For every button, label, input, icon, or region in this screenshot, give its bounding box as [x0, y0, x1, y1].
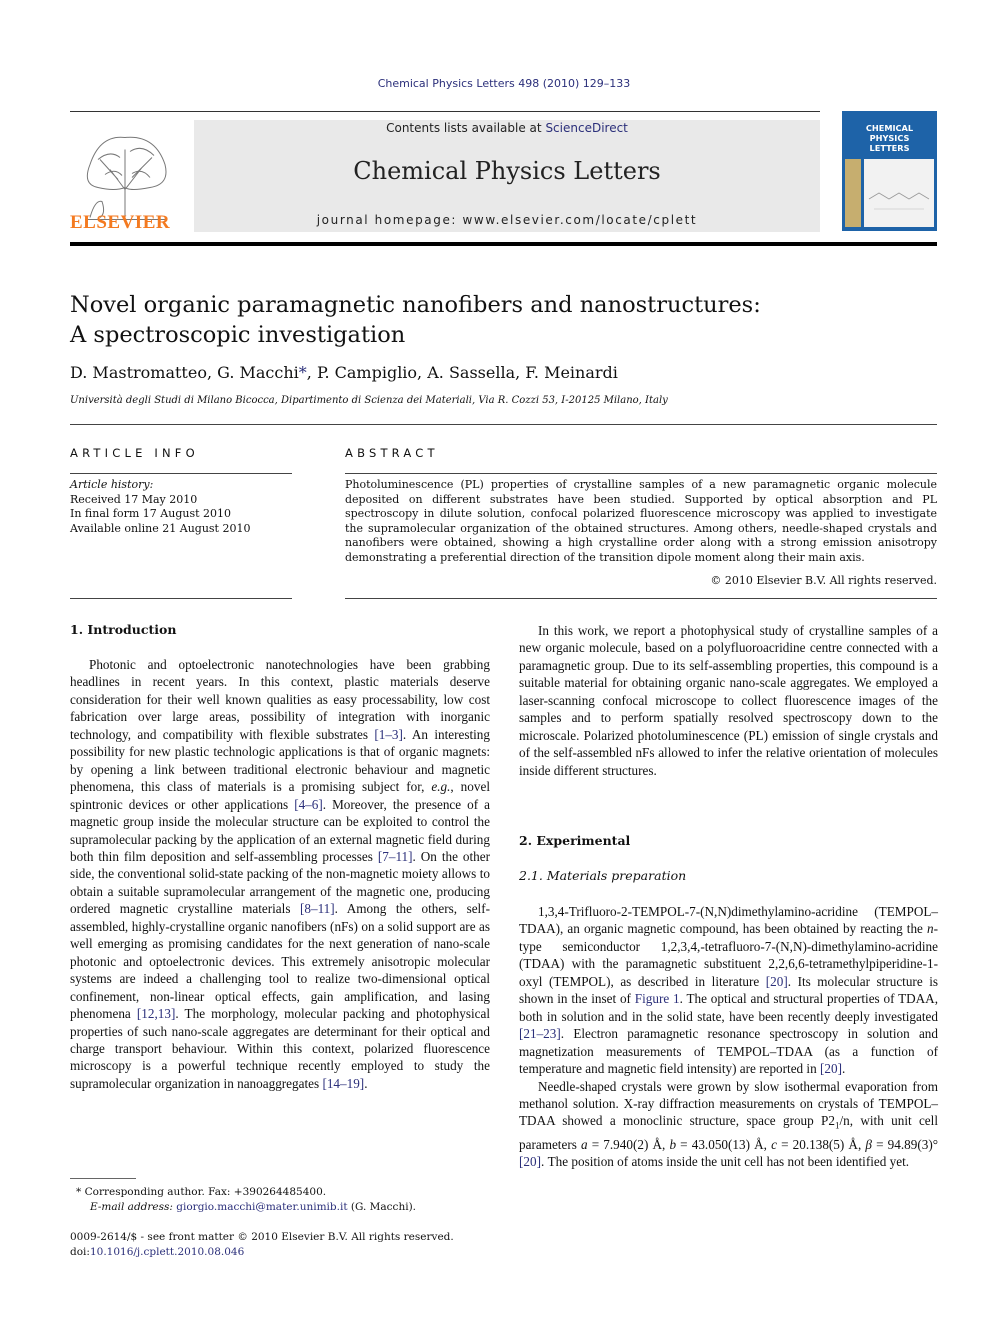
intro-paragraph-1: Photonic and optoelectronic nanotechnologies have been grabbing headlines in recent years. In this context, plastic materials deserve consideration for their well known qualities as easy processability, low cost fabrication over large areas, possibility of integration with inorganic technology, and compatibility with flexible substrates [1–3]. An interesting possibility for new plastic technologic applications is that of organic magnets: by opening a link between traditional electronic behaviour and magnetic phenomena, this class of materials is a promising subject for, e.g., novel spintronic devices or other applications [4–6]. Moreover, the presence of a magnetic group inside the molecular structure can be exploited to control the supramolecular packing by the application of an external magnetic field during both thin film deposition and self-assembling processes [7–11]. On the other side, the conventional solid-state packing of the non-magnetic moiety allows to obtain a suitable supramolecular arrangement of the magnetic one, producing ordered magnetic crystalline materials [8–11]. Among the others, self-assembled, highly-crystalline organic nanofibers (nFs) on a solid support are as well emerging as promising candidates for the next generation of nano-scale photonic and optoelectronic devices. This extremely anisotropic molecular systems are indeed a challenging tool to realize two-dimensional optical confinement, non-linear optical effects, gain amplification, and lasing phenomena [12,13]. The morphology, molecular packing and photophysical properties of such nano-scale aggregates are determinant for their optical and charge transport behaviour. Within this context, polarized fluorescence microscopy is a powerful technique recently employed to study the supramolecular organization in nanoaggregates [14–19]. — [70, 657, 490, 1091]
citation-link[interactable]: [8–11] — [300, 901, 335, 917]
journal-title: Chemical Physics Letters — [353, 157, 661, 185]
divider — [345, 473, 937, 474]
experimental-paragraph-1: 1,3,4-Trifluoro-2-TEMPOL-7-(N,N)dimethylamino-acridine (TEMPOL–TDAA), an organic magnetic compound, has been obtained by reacting the n-type semiconductor 1,2,3,4,-tetrafluoro-7-(N,N)-dimethylamino-acridine (TDAA) with the paramagnetic substituent 2,2,6,6-tetramethylpiperidine-1-oxyl (TEMPOL), as described in literature [20]. Its molecular structure is shown in the inset of Figure 1. The optical and structural properties of TDAA, both in solution and in the solid state, have been recently deeply investigated [21–23]. Electron paramagnetic resonance spectroscopy in solution and magnetization measurements of TEMPOL–TDAA (as a function of temperature and magnetic field intensity) are reported in [20]. Needle-shaped crystals were grown by slow isothermal evaporation from methanol solution. X-ray diffraction measurements on crystals of TEMPOL–TDAA showed a monoclinic structure, space group $P2_1/n$, with unit cell parameters a = 7.940(2) Å, b = 43.050(13) Å, c = 20.138(5) Å, β = 94.89(3)° [20]. The position of atoms inside the unit cell has not been identified yet. — [519, 904, 939, 1169]
citation-link[interactable]: [1–3] — [374, 726, 403, 742]
citation-link[interactable]: [21–23] — [519, 1026, 561, 1042]
abstract-text: Photoluminescence (PL) properties of crystalline samples of a new paramagnetic organic molecule deposited on different substrates have been studied. Supported by optical absorption and PL spectroscopy in dilute solution, confocal polarized fluorescence microscopy was applied to investigate the supramolecular organization of the obtained structures. Among others, needle-shaped crystals and nanofibers were obtained, showing a high crystalline order along with a strong emission anisotropy demonstrating a preferential direction of the transition dipole moment along their main axis. — [345, 478, 937, 564]
intro-paragraph-2: In this work, we report a photophysical study of crystalline samples of a new organic molecule, based on a polyfluoroacridine centre connected with a paramagnetic group. Due to its self-assembling properties, this compound is a suitable material for obtaining organic nano-scale aggregates. We employed a laser-scanning confocal microscope to collect fluorescence images of the samples and to perform spatially resolved spectroscopy down to the microscale. Polarized photoluminescence (PL) emission of single crystals and of the self-assembled nFs allowed to infer the relative orientation of molecules inside different structures. — [519, 623, 938, 778]
divider — [345, 598, 937, 599]
article-history: Article history: Received 17 May 2010 In final form 17 August 2010 Available online 21 August 2010 — [70, 478, 251, 535]
cover-figure — [864, 159, 934, 227]
divider — [70, 473, 292, 474]
section-heading-experimental: 2. Experimental — [519, 833, 631, 848]
citation-link[interactable]: [12,13] — [136, 1006, 176, 1022]
header-rule — [70, 111, 820, 112]
divider — [70, 598, 292, 599]
doi-link[interactable]: 10.1016/j.cplett.2010.08.046 — [89, 1245, 245, 1258]
copyright: © 2010 Elsevier B.V. All rights reserved. — [710, 574, 937, 587]
figure-link[interactable]: Figure 1 — [634, 991, 680, 1007]
corresponding-author-mark[interactable]: * — [298, 363, 307, 382]
divider — [70, 424, 937, 425]
header-thick-rule — [70, 242, 937, 246]
citation-link[interactable]: [20] — [820, 1061, 842, 1077]
contents-line: Contents lists available at ScienceDirect — [386, 121, 628, 135]
elsevier-wordmark: ELSEVIER — [70, 212, 171, 233]
publication-info: 0009-2614/$ - see front matter © 2010 Elsevier B.V. All rights reserved. doi:10.1016/j.cplett.2010.08.046 — [70, 1231, 454, 1258]
author-list: D. Mastromatteo, G. Macchi*, P. Campiglio, A. Sassella, F. Meinardi — [70, 363, 618, 382]
citation-link[interactable]: [14–19] — [322, 1075, 365, 1091]
abstract-heading: ABSTRACT — [345, 446, 439, 460]
journal-citation[interactable]: Chemical Physics Letters 498 (2010) 129–133 — [377, 77, 631, 90]
citation-link[interactable]: [4–6] — [294, 796, 323, 812]
citation-link[interactable]: [20] — [765, 973, 788, 989]
citation-link[interactable]: [20] — [519, 1153, 541, 1169]
article-info-heading: ARTICLE INFO — [70, 446, 199, 460]
citation-link[interactable]: [7–11] — [377, 848, 413, 864]
author-email-link[interactable]: giorgio.macchi@mater.unimib.it — [176, 1200, 348, 1213]
article-title: Novel organic paramagnetic nanofibers and nanostructures: A spectroscopic investigation — [70, 292, 761, 348]
subsection-heading-materials: 2.1. Materials preparation — [519, 868, 687, 883]
footnote-rule — [70, 1178, 136, 1179]
sciencedirect-link[interactable]: ScienceDirect — [545, 121, 628, 135]
journal-homepage[interactable]: journal homepage: www.elsevier.com/locate/cplett — [316, 213, 698, 227]
footnote: * Corresponding author. Fax: +390264485400. E-mail address: giorgio.macchi@mater.unimib.it (G. Macchi). — [76, 1186, 416, 1213]
affiliation: Università degli Studi di Milano Bicocca, Dipartimento di Scienza dei Materiali, Via R. Cozzi 53, I-20125 Milano, Italy — [70, 395, 668, 406]
cover-title: CHEMICAL PHYSICS LETTERS — [865, 123, 914, 153]
cover-stripe — [845, 159, 861, 227]
journal-cover-image[interactable] — [842, 111, 937, 231]
section-heading-introduction: 1. Introduction — [70, 622, 177, 637]
